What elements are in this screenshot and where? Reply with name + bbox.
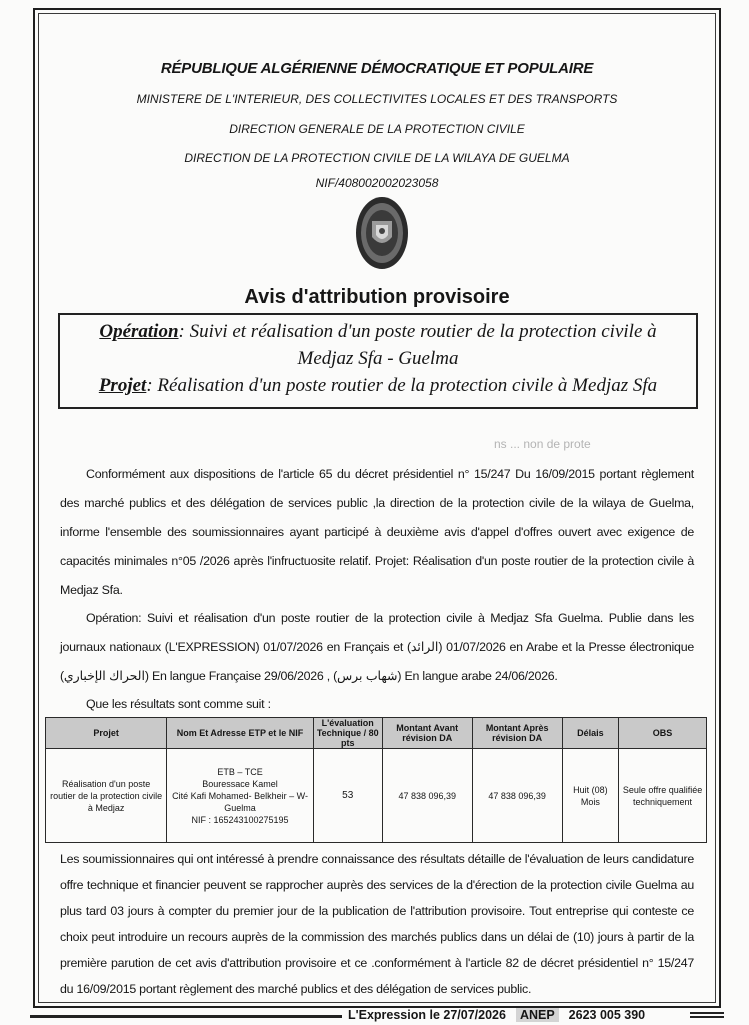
- etp-line-1: ETB – TCE: [217, 766, 263, 777]
- projet-label: Projet: [98, 375, 147, 396]
- results-table: [45, 717, 707, 843]
- col-header-projet: Projet: [46, 718, 167, 749]
- cell-montant-apres: 47 838 096,39: [472, 749, 562, 843]
- operation-text-1: : Suivi et réalisation d'un poste routier de la protection civile à: [178, 321, 657, 342]
- direction-wilaya-heading: DIRECTION DE LA PROTECTION CIVILE DE LA WILAYA DE GUELMA: [184, 151, 570, 165]
- etp-line-2: Bouressace Kamel: [202, 778, 278, 789]
- table-header-row: [46, 718, 707, 749]
- operation-line: [60, 318, 696, 345]
- etp-nif: NIF : 165243100275195: [191, 814, 289, 825]
- operation-box: [58, 313, 698, 409]
- cell-etp: [167, 749, 313, 843]
- table-row: [46, 749, 707, 843]
- col-header-delais: Délais: [562, 718, 618, 749]
- col-header-montant-apres: Montant Après révision DA: [472, 718, 562, 749]
- cell-obs: Seule offre qualifiée techniquement: [619, 749, 707, 843]
- col-header-etp: Nom Et Adresse ETP et le NIF: [167, 718, 313, 749]
- body-paragraph-1: Conformément aux dispositions de l'article 65 du décret présidentiel n° 15/247 Du 16/09/2015 portant règlement des marché publics et des délégation de services public ,la direction de la protection civile de la wilaya de Guelma, informe l'ensemble des soumissionnaires ayant participé à deuxième avis d'appel d'offres ouvert avec exigence de capacités minimales n°05 /2026 après l'infructuosite relatif. Projet: Réalisation d'un poste routier de la protection civile à Medjaz Sfa.: [60, 467, 694, 597]
- col-header-montant-avant: Montant Avant révision DA: [382, 718, 472, 749]
- footer-anep: ANEP: [516, 1008, 559, 1022]
- projet-line: [60, 372, 696, 399]
- protection-civile-emblem-icon: [354, 195, 410, 271]
- col-header-evaluation: L'évaluation Technique / 80 pts: [313, 718, 382, 749]
- col-header-obs: OBS: [619, 718, 707, 749]
- operation-text-2: Medjaz Sfa - Guelma: [297, 348, 459, 369]
- body-paragraph-3: Que les résultats sont comme suit :: [86, 697, 271, 711]
- republic-heading: RÉPUBLIQUE ALGÉRIENNE DÉMOCRATIQUE ET POPULAIRE: [160, 60, 594, 77]
- etp-line-3: Cité Kafi Mohamed- Belkheir – W- Guelma: [172, 790, 308, 813]
- projet-text: : Réalisation d'un poste routier de la protection civile à Medjaz Sfa: [146, 375, 658, 396]
- cell-projet: Réalisation d'un poste routier de la protection civile à Medjaz: [46, 749, 167, 843]
- body-paragraph-4: Les soumissionnaires qui ont intéressé à prendre connaissance des résultats détaille de l'évaluation de leurs candidature offre technique et financier peuvent se rapprocher auprès des services de la d'érection de la protection civile Guelma au plus tard 03 jours à compter du premier jour de la publication de l'attribution provisoire. Tout entreprise qui conteste ce choix peut introduire un recours auprès de la commission des marchés publics dans un délai de (10) jours à partir de la première parution de cet avis d'attribution provisoire et ce .conformément à l'article 82 de décret présidentiel n° 15/247 du 16/09/2015 portant règlement des marché publics et des délégation de services public.: [60, 852, 694, 996]
- direction-generale-heading: DIRECTION GENERALE DE LA PROTECTION CIVILE: [229, 122, 525, 136]
- page-title: Avis d'attribution provisoire: [244, 286, 510, 308]
- cell-evaluation: 53: [313, 749, 382, 843]
- footer-rule-right: [690, 1012, 724, 1018]
- cell-montant-avant: 47 838 096,39: [382, 749, 472, 843]
- footer-rule-left: [30, 1015, 342, 1018]
- ministry-heading: MINISTERE DE L'INTERIEUR, DES COLLECTIVITES LOCALES ET DES TRANSPORTS: [136, 92, 618, 106]
- footer-ref: 2623 005 390: [568, 1008, 646, 1022]
- footer: [348, 1008, 712, 1022]
- operation-label: Opération: [99, 321, 179, 342]
- cell-delais: Huit (08) Mois: [562, 749, 618, 843]
- body-paragraph-2: Opération: Suivi et réalisation d'un poste routier de la protection civile à Medjaz Sfa Guelma. Publie dans les journaux nationaux (L'EXPRESSION) 01/07/2026 en Français et (الرائد) 01/07/2026 en Arabe et la Presse électronique (الحراك الإخباري) En langue Française 29/06/2026 , (شهاب برس) En langue arabe 24/06/2026.: [60, 611, 694, 683]
- nif-heading: NIF/408002002023058: [315, 176, 439, 190]
- show-through-text: ns ... non de prote: [494, 437, 591, 451]
- footer-publication: L'Expression le 27/07/2026: [348, 1008, 506, 1022]
